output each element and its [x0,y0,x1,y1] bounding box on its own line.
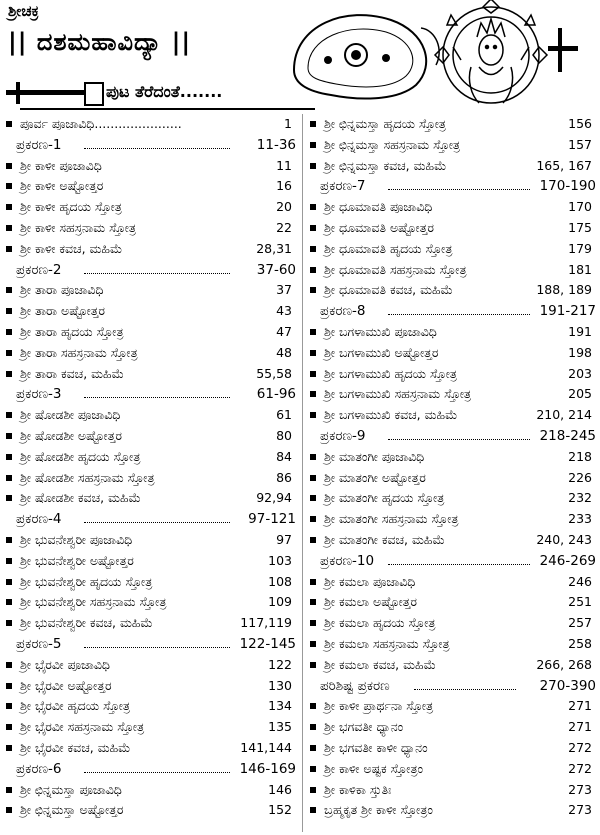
toc-entry [6,655,296,676]
entry-title: ಶ್ರೀ ಛಿನ್ನಮಸ್ತಾ ಕವಚ, ಮಹಿಮೆ [324,157,447,173]
toc-entry [310,530,596,551]
dot-leader [414,689,516,690]
entry-title: ಶ್ರೀ ಛಿನ್ನಮಸ್ತಾ ಪೂಜಾವಿಧಿ [20,781,122,797]
toc-entry [6,592,296,613]
entry-page-number: 117,119 [240,615,292,631]
entry-title: ಶ್ರೀ ಭುವನೇಶ್ವರೀ ಅಷ್ಟೋತ್ತರ [20,552,134,568]
bullet-icon [310,579,316,585]
toc-entry [6,218,296,239]
subheading-bar [6,82,326,106]
entry-title: ಶ್ರೀ ಭಗವತೀ ಧ್ಯಾನಂ [324,719,404,735]
bullet-icon [6,620,12,626]
entry-page-number: 179 [568,240,592,256]
toc-entry [310,634,596,655]
section-page-range: 146-169 [239,760,296,777]
entry-title: ಶ್ರೀ ಷೋಡಶೀ ಕವಚ, ಮಹಿಮೆ [20,490,141,506]
section-page-range: 122-145 [239,635,296,652]
bullet-icon [310,662,316,668]
dot-leader [388,564,530,565]
section-title: ಪ್ರಕರಣ-9 [320,427,366,444]
entry-title: ಶ್ರೀ ಕಾಳೀ ಕವಚ, ಮಹಿಮೆ [20,240,123,256]
toc-entry [310,280,596,301]
toc-entry [6,613,296,634]
entry-title: ಶ್ರೀ ಮಾತಂಗೀ ಅಷ್ಟೋತ್ತರ [324,469,426,485]
bullet-icon [310,745,316,751]
toc-entry [6,176,296,197]
entry-title: ಶ್ರೀ ಮಾತಂಗೀ ಪೂಜಾವಿಧಿ [324,448,425,464]
bullet-icon [310,516,316,522]
entry-page-number: 103 [268,552,292,568]
entry-title: ಶ್ರೀ ಮಾತಂಗೀ ಸಹಸ್ರನಾಮ ಸ್ತೋತ್ರ [324,511,459,527]
entry-title: ಶ್ರೀ ಷೋಡಶೀ ಸಹಸ್ರನಾಮ ಸ್ತೋತ್ರ [20,469,155,485]
entry-page-number: 86 [276,469,292,485]
toc-entry [310,447,596,468]
entry-title: ಶ್ರೀ ಭಗವತೀ ಕಾಳೀ ಧ್ಯಾನಂ [324,739,428,755]
bullet-icon [6,662,12,668]
entry-title: ಶ್ರೀ ಷೋಡಶೀ ಪೂಜಾವಿಧಿ [20,407,121,423]
entry-title: ಶ್ರೀ ಷೋಡಶೀ ಅಷ್ಟೋತ್ತರ [20,427,122,443]
bullet-icon [310,267,316,273]
entry-page-number: 108 [268,573,292,589]
bullet-icon [310,412,316,418]
entry-title: ಶ್ರೀ ಕಮಲಾ ಕವಚ, ಮಹಿಮೆ [324,656,436,672]
bullet-icon [310,475,316,481]
toc-entry [310,405,596,426]
dot-leader [84,148,230,149]
section-heading [6,135,296,156]
entry-page-number: 266, 268 [536,656,592,672]
entry-page-number: 198 [568,344,592,360]
column-divider [302,114,303,832]
bullet-icon [6,350,12,356]
bullet-icon [310,391,316,397]
entry-page-number: 97 [276,531,292,547]
entry-title: ಶ್ರೀ ತಾರಾ ಅಷ್ಟೋತ್ತರ [20,303,106,319]
toc-entry [6,800,296,821]
entry-title: ಶ್ರೀ ಧೂಮಾವತಿ ಅಷ್ಟೋತ್ತರ [324,219,434,235]
entry-page-number: 80 [276,427,292,443]
bullet-icon [310,495,316,501]
entry-page-number: 271 [568,719,592,735]
section-title: ಪ್ರಕರಣ-1 [16,136,62,153]
bullet-icon [310,537,316,543]
bullet-icon [6,183,12,189]
entry-page-number: 246 [568,573,592,589]
toc-entry [310,468,596,489]
entry-page-number: 188, 189 [536,282,592,298]
entry-title: ಶ್ರೀ ಕಮಲಾ ಹೃದಯ ಸ್ತೋತ್ರ [324,615,436,631]
section-title: ಪ್ರಕರಣ-2 [16,261,62,278]
entry-page-number: 226 [568,469,592,485]
bullet-icon [6,787,12,793]
entry-page-number: 181 [568,261,592,277]
bullet-icon [6,683,12,689]
dot-leader [84,522,230,523]
entry-title: ಶ್ರೀ ಬಗಳಾಮುಖಿ ಹೃದಯ ಸ್ತೋತ್ರ [324,365,457,381]
entry-title: ಬ್ರಹ್ಮಕೃತ ಶ್ರೀ ಕಾಳೀ ಸ್ತೋತ್ರಂ [324,802,433,818]
section-title: ಪ್ರಕರಣ-4 [16,511,62,528]
toc-entry [310,197,596,218]
entry-page-number: 257 [568,615,592,631]
toc-entry [310,239,596,260]
toc-entry [310,655,596,676]
section-heading [6,260,296,281]
section-page-range: 61-96 [256,386,296,403]
bullet-icon [6,599,12,605]
bullet-icon [310,350,316,356]
entry-page-number: 203 [568,365,592,381]
toc-entry [6,696,296,717]
goddess-ornament-icon [286,0,598,115]
entry-page-number: 55,58 [256,365,292,381]
entry-title: ಶ್ರೀ ಕಾಳೀ ಅಷ್ಟಕ ಸ್ತೋತ್ರಂ [324,760,424,776]
entry-page-number: 232 [568,490,592,506]
entry-title: ಶ್ರೀ ಛಿನ್ನಮಸ್ತಾ ಅಷ್ಟೋತ್ತರ [20,802,124,818]
bullet-icon [6,204,12,210]
dot-leader [84,273,230,274]
bullet-icon [6,807,12,813]
entry-title: ಶ್ರೀ ಭೈರವೀ ಅಷ್ಟೋತ್ತರ [20,677,112,693]
bullet-icon [6,537,12,543]
bullet-icon [6,433,12,439]
bullet-icon [6,308,12,314]
toc-entry [6,280,296,301]
toc-left-column [6,114,296,821]
entry-page-number: 47 [276,323,292,339]
toc-entry [310,364,596,385]
bullet-icon [310,246,316,252]
toc-entry [310,488,596,509]
toc-entry [310,218,596,239]
section-heading [310,426,596,447]
toc-entry [6,405,296,426]
dot-leader [388,439,530,440]
bullet-icon [310,329,316,335]
toc-entry [6,717,296,738]
bullet-icon [6,246,12,252]
brand-label: ಶ್ರೀಚಕ್ರ [8,2,39,20]
toc-entry [310,696,596,717]
entry-page-number: 122 [268,656,292,672]
toc-entry [6,426,296,447]
decorative-stub [16,82,20,104]
entry-title: ಶ್ರೀ ಕಾಳೀ ಅಷ್ಟೋತ್ತರ [20,178,104,194]
entry-page-number: 251 [568,594,592,610]
section-heading [6,759,296,780]
toc-entry [310,780,596,801]
toc-entry [310,800,596,821]
entry-title: ಶ್ರೀ ಭೈರವೀ ಕವಚ, ಮಹಿಮೆ [20,739,131,755]
bullet-icon [6,121,12,127]
toc-entry [6,530,296,551]
section-heading [310,676,596,697]
entry-page-number: 43 [276,303,292,319]
section-page-range: 37-60 [256,261,296,278]
decorative-box [84,82,104,106]
section-page-range: 11-36 [256,136,296,153]
toc-entry [6,551,296,572]
bullet-icon [310,599,316,605]
entry-page-number: 109 [268,594,292,610]
toc-entry [6,114,296,135]
bullet-icon [310,703,316,709]
section-page-range: 246-269 [539,552,596,569]
dot-leader [84,647,230,648]
bullet-icon [6,371,12,377]
entry-title: ಶ್ರೀ ಧೂಮಾವತಿ ಸಹಸ್ರನಾಮ ಸ್ತೋತ್ರ [324,261,467,277]
entry-title: ಶ್ರೀ ಕಾಳೀ ಪೂಜಾವಿಧಿ [20,157,102,173]
entry-title: ಶ್ರೀ ಭುವನೇಶ್ವರೀ ಸಹಸ್ರನಾಮ ಸ್ತೋತ್ರ [20,594,167,610]
entry-page-number: 20 [276,199,292,215]
section-title: ಪ್ರಕರಣ-8 [320,303,366,320]
dot-leader [84,397,230,398]
toc-entry [6,468,296,489]
entry-title: ಶ್ರೀ ಮಾತಂಗೀ ಹೃದಯ ಸ್ತೋತ್ರ [324,490,445,506]
toc-entry [310,260,596,281]
toc-entry [310,135,596,156]
entry-title: ಶ್ರೀ ಭೈರವೀ ಹೃದಯ ಸ್ತೋತ್ರ [20,698,131,714]
section-title: ಪ್ರಕರಣ-5 [16,635,62,652]
bullet-icon [310,454,316,460]
bullet-icon [310,620,316,626]
entry-page-number: 146 [268,781,292,797]
entry-page-number: 48 [276,344,292,360]
entry-title: ಶ್ರೀ ಬಗಳಾಮುಖಿ ಪೂಜಾವಿಧಿ [324,323,437,339]
entry-page-number: 273 [568,781,592,797]
bullet-icon [6,745,12,751]
toc-entry [310,384,596,405]
entry-title: ಶ್ರೀ ಬಗಳಾಮುಖಿ ಕವಚ, ಮಹಿಮೆ [324,407,458,423]
dot-leader [84,772,230,773]
entry-title: ಶ್ರೀ ಕಮಲಾ ಅಷ್ಟೋತ್ತರ [324,594,417,610]
toc-entry [310,114,596,135]
entry-title: ಶ್ರೀ ಷೋಡಶೀ ಹೃದಯ ಸ್ತೋತ್ರ [20,448,141,464]
toc-entry [6,343,296,364]
toc-entry [310,572,596,593]
bullet-icon [6,495,12,501]
toc-entry [6,239,296,260]
bullet-icon [310,142,316,148]
entry-page-number: 135 [268,719,292,735]
toc-entry [6,738,296,759]
entry-title: ಶ್ರೀ ಛಿನ್ನಮಸ್ತಾ ಸಹಸ್ರನಾಮ ಸ್ತೋತ್ರ [324,136,461,152]
section-heading [310,301,596,322]
entry-page-number: 11 [276,157,292,173]
toc-entry [6,488,296,509]
section-page-range: 170-190 [539,178,596,195]
entry-page-number: 175 [568,219,592,235]
section-heading [6,509,296,530]
bullet-icon [6,475,12,481]
toc-entry [6,676,296,697]
entry-title: ಶ್ರೀ ಭುವನೇಶ್ವರೀ ಪೂಜಾವಿಧಿ [20,531,133,547]
section-heading [6,384,296,405]
entry-title: ಶ್ರೀ ತಾರಾ ಕವಚ, ಮಹಿಮೆ [20,365,125,381]
toc-entry [6,156,296,177]
toc-entry [310,759,596,780]
bullet-icon [6,558,12,564]
toc-entry [6,447,296,468]
entry-page-number: 210, 214 [536,407,592,423]
entry-title: ಶ್ರೀ ಬಗಳಾಮುಖಿ ಅಷ್ಟೋತ್ತರ [324,344,439,360]
toc-right-column [310,114,596,821]
entry-title: ಶ್ರೀ ತಾರಾ ಹೃದಯ ಸ್ತೋತ್ರ [20,323,124,339]
bullet-icon [310,724,316,730]
bullet-icon [310,225,316,231]
bullet-icon [310,807,316,813]
bullet-icon [6,287,12,293]
entry-page-number: 92,94 [256,490,292,506]
entry-title: ಶ್ರೀ ಭುವನೇಶ್ವರೀ ಕವಚ, ಮಹಿಮೆ [20,615,153,631]
entry-title: ಶ್ರೀ ಕಾಳೀ ಸಹಸ್ರನಾಮ ಸ್ತೋತ್ರ [20,219,137,235]
bullet-icon [6,329,12,335]
toc-entry [310,509,596,530]
toc-entry [6,364,296,385]
entry-page-number: 233 [568,511,592,527]
bullet-icon [310,371,316,377]
bullet-icon [6,163,12,169]
bullet-icon [6,412,12,418]
bullet-icon [310,787,316,793]
section-title: ಪ್ರಕರಣ-7 [320,178,366,195]
bullet-icon [310,204,316,210]
toc-entry [310,717,596,738]
toc-entry [6,322,296,343]
section-heading [310,551,596,572]
page-title: || ದಶಮಹಾವಿದ್ಯಾ || [8,28,192,56]
toc-entry [310,738,596,759]
bullet-icon [6,225,12,231]
section-title: ಪ್ರಕರಣ-10 [320,552,375,569]
entry-page-number: 218 [568,448,592,464]
entry-page-number: 240, 243 [536,531,592,547]
entry-title: ಪೂರ್ವ ಪೂಜಾವಿಧಿ...................... [20,116,182,131]
entry-title: ಶ್ರೀ ಬಗಳಾಮುಖಿ ಸಹಸ್ರನಾಮ ಸ್ತೋತ್ರ [324,386,472,402]
entry-page-number: 156 [568,116,592,131]
entry-title: ಶ್ರೀ ಧೂಮಾವತಿ ಕವಚ, ಮಹಿಮೆ [324,282,453,298]
section-heading [310,176,596,197]
entry-page-number: 37 [276,282,292,298]
entry-page-number: 157 [568,136,592,152]
entry-title: ಶ್ರೀ ಭೈರವೀ ಪೂಜಾವಿಧಿ [20,656,110,672]
dot-leader [388,314,530,315]
toc-entry [6,572,296,593]
dot-leader [388,189,530,190]
entry-page-number: 141,144 [240,739,292,755]
bullet-icon [310,163,316,169]
entry-title: ಶ್ರೀ ತಾರಾ ಸಹಸ್ರನಾಮ ಸ್ತೋತ್ರ [20,344,138,360]
toc-entry [310,322,596,343]
entry-title: ಶ್ರೀ ಧೂಮಾವತಿ ಪೂಜಾವಿಧಿ [324,199,433,215]
entry-page-number: 28,31 [256,240,292,256]
section-page-range: 218-245 [539,427,596,444]
toc-entry [6,301,296,322]
entry-title: ಶ್ರೀ ತಾರಾ ಪೂಜಾವಿಧಿ [20,282,104,298]
entry-title: ಶ್ರೀ ಕಮಲಾ ಸಹಸ್ರನಾಮ ಸ್ತೋತ್ರ [324,635,450,651]
entry-page-number: 272 [568,739,592,755]
bullet-icon [310,287,316,293]
entry-title: ಶ್ರೀ ಕಾಳೀ ಪ್ರಾರ್ಥನಾ ಸ್ತೋತ್ರ [324,698,434,714]
subheading: ಪುಟ ತೆರೆದಂತೆ....... [106,82,223,101]
entry-title: ಶ್ರೀ ಛಿನ್ನಮಸ್ತಾ ಹೃದಯ ಸ್ತೋತ್ರ [324,116,446,131]
entry-page-number: 130 [268,677,292,693]
entry-page-number: 191 [568,323,592,339]
entry-page-number: 272 [568,760,592,776]
entry-page-number: 165, 167 [536,157,592,173]
section-title: ಪ್ರಕರಣ-3 [16,386,62,403]
section-page-range: 191-217 [539,303,596,320]
bullet-icon [6,724,12,730]
entry-title: ಶ್ರೀ ಧೂಮಾವತಿ ಹೃದಯ ಸ್ತೋತ್ರ [324,240,453,256]
bullet-icon [6,703,12,709]
bullet-icon [310,641,316,647]
section-heading [6,634,296,655]
entry-page-number: 61 [276,407,292,423]
entry-page-number: 258 [568,635,592,651]
entry-page-number: 273 [568,802,592,818]
entry-page-number: 16 [276,178,292,194]
bullet-icon [310,766,316,772]
toc-entry [310,156,596,177]
bullet-icon [6,454,12,460]
section-page-range: 97-121 [248,511,296,528]
subheading-underline [20,108,315,110]
toc-entry [6,780,296,801]
entry-page-number: 22 [276,219,292,235]
toc-entry [310,592,596,613]
entry-page-number: 271 [568,698,592,714]
entry-title: ಶ್ರೀ ಕಾಳಿಕಾ ಸ್ತುತಿಃ [324,781,392,797]
entry-page-number: 1 [284,116,292,131]
toc-entry [310,343,596,364]
entry-title: ಶ್ರೀ ಭುವನೇಶ್ವರೀ ಹೃದಯ ಸ್ತೋತ್ರ [20,573,153,589]
entry-title: ಶ್ರೀ ಕಾಳೀ ಹೃದಯ ಸ್ತೋತ್ರ [20,199,122,215]
entry-title: ಶ್ರೀ ಭೈರವೀ ಸಹಸ್ರನಾಮ ಸ್ತೋತ್ರ [20,719,145,735]
entry-title: ಶ್ರೀ ಕಮಲಾ ಪೂಜಾವಿಧಿ [324,573,416,589]
bullet-icon [6,579,12,585]
section-page-range: 270-390 [539,677,596,694]
toc-entry [310,613,596,634]
toc-entry [6,197,296,218]
entry-title: ಶ್ರೀ ಮಾತಂಗೀ ಕವಚ, ಮಹಿಮೆ [324,531,445,547]
entry-page-number: 152 [268,802,292,818]
section-title: ಪ್ರಕರಣ-6 [16,760,62,777]
bullet-icon [310,121,316,127]
section-title: ಪರಿಶಿಷ್ಟ ಪ್ರಕರಣ [320,677,390,694]
entry-page-number: 205 [568,386,592,402]
entry-page-number: 84 [276,448,292,464]
entry-page-number: 134 [268,698,292,714]
entry-page-number: 170 [568,199,592,215]
